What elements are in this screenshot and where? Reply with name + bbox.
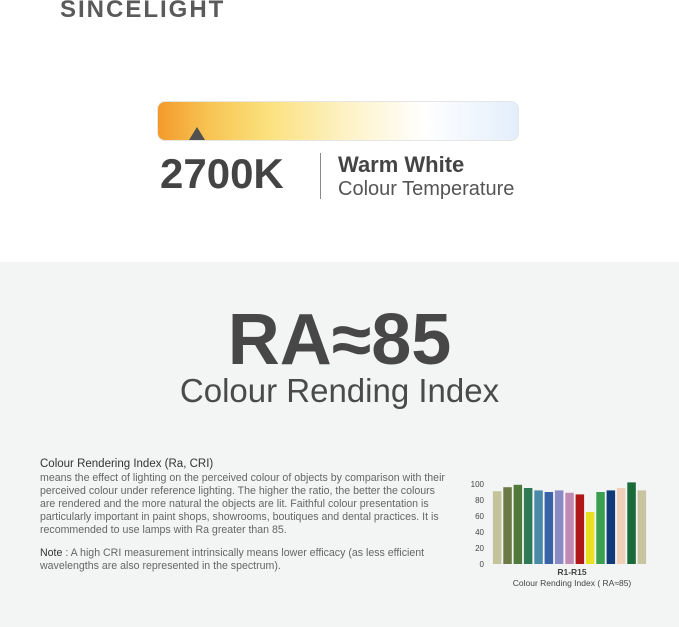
cri-bar-r15	[638, 490, 647, 564]
temperature-marker-icon	[189, 127, 205, 140]
chart-caption: Colour Rending Index ( RA≈85)	[512, 578, 632, 588]
cri-bar-r14	[627, 482, 636, 564]
cri-bar-r2	[503, 487, 512, 564]
cri-body: means the effect of lighting on the perceived colour of objects by comparison with their perceived colour under reference lighting. The higher the ratio, the better the colours are rendered and the more natural the objects are lit. Faithful colour presentation is particularly important in paint shops, showrooms, boutiques and dental practices. It is recommended to use lamps with Ra greater than 85.	[40, 472, 445, 536]
cri-bar-r3	[514, 485, 523, 564]
note-text: : A high CRI measurement intrinsically means lower efficacy (as less efficient wavelengths are also represented in the spectrum).	[40, 547, 425, 572]
cri-note	[40, 547, 450, 573]
y-tick-label: 40	[475, 528, 484, 537]
cri-bar-r8	[565, 493, 574, 564]
y-tick-label: 100	[470, 480, 484, 489]
colour-temperature-gradient-bar	[157, 101, 519, 141]
ra-title: RA≈85	[227, 300, 452, 380]
y-tick-label: 80	[475, 496, 484, 505]
brand-logo: SINCELIGHT	[60, 0, 226, 23]
chart-x-label: R1-R15	[557, 567, 587, 577]
temperature-label: Colour Temperature	[338, 178, 515, 200]
cri-chart-svg	[462, 474, 662, 569]
cri-heading: Colour Rendering Index (Ra, CRI)	[40, 458, 214, 470]
cri-bar-r4	[524, 488, 533, 564]
cri-bar-r12	[607, 490, 616, 564]
ra-subtitle: Colour Rending Index	[179, 372, 500, 409]
cri-bar-chart	[462, 474, 662, 604]
y-tick-label: 60	[475, 512, 484, 521]
temperature-value: 2700K	[160, 150, 284, 197]
cri-bar-r9	[576, 494, 585, 564]
cri-bar-r5	[534, 490, 543, 564]
temperature-divider	[320, 153, 321, 199]
cri-bar-r7	[555, 490, 564, 564]
cri-bar-r1	[493, 491, 502, 564]
cri-bar-r10	[586, 512, 595, 564]
y-tick-label: 0	[479, 560, 484, 569]
cri-section	[0, 262, 679, 627]
y-tick-label: 20	[475, 544, 484, 553]
cri-description	[40, 458, 450, 573]
temperature-name: Warm White	[338, 152, 465, 177]
note-label: Note	[40, 547, 63, 559]
cri-bar-r11	[596, 492, 605, 564]
cri-bar-r13	[617, 488, 626, 564]
cri-bar-r6	[545, 492, 554, 564]
